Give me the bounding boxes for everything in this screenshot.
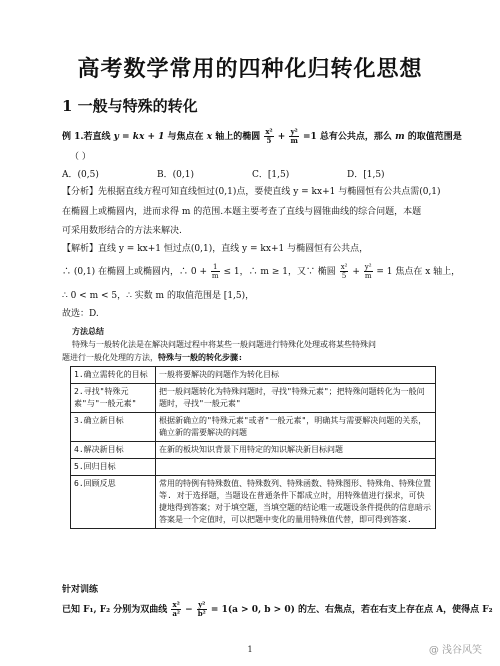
answer-paren: （ ） <box>70 152 91 162</box>
fraction: $\frac{\text{x²}}{5}$ <box>265 127 273 145</box>
option-a: A．(0,5) <box>62 170 99 180</box>
solution-text: ≤ 1，∴ m ≥ 1，又∵ 椭圆 <box>223 267 336 277</box>
fraction: $\frac{\text{x²}}{\text{a²}}$ <box>172 600 180 618</box>
desc-cell: 把一般问题转化为特殊问题时，寻找"特殊元素"；把特殊问题转化为一般问题时，寻找"一般元素" <box>156 384 436 413</box>
example-text: 的取值范围是 <box>407 132 462 142</box>
practice-heading: 针对训练 <box>62 585 99 595</box>
solution-line: 【解析】直线 y = kx+1 恒过点(0,1)，直线 y = kx+1 与椭圆恒有公共点， <box>62 244 369 254</box>
fraction: $\frac{\text{x²}}{5}$ <box>340 263 348 280</box>
solution-text: = 1 焦点在 x 轴上， <box>376 267 461 277</box>
step-cell: 5.回归目标 <box>71 459 156 476</box>
option-c: C．[1,5) <box>252 170 290 180</box>
solution-line: ∴ (0,1) 在椭圆上或椭圆内，∴ 0 + $\frac{1}{m}$ ≤ 1，∴ m ≥ 1，又∵ 椭圆 $\frac{\text{x²}}{5}$ + $\frac{\text{y²}}{m}$ = 1 焦点在 x 轴上， <box>62 263 461 280</box>
method-intro <box>62 352 243 364</box>
plus-sign: + <box>277 132 286 142</box>
option-d: D．[1,5) <box>347 170 385 180</box>
param-m: m <box>395 132 405 142</box>
fraction: $\frac{\text{y²}}{m}$ <box>290 127 298 145</box>
example-text: 轴上的椭圆 <box>215 132 261 142</box>
table-row <box>71 442 436 459</box>
analysis-line: 【分析】先根据直线方程可知直线恒过(0,1)点，要使直线 y = kx+1 与椭圆恒有公共点需(0,1) <box>62 187 441 197</box>
step-cell: 1.确立需转化的目标 <box>71 367 156 384</box>
table-row <box>71 459 436 476</box>
practice-text: 已知 F₁, F₂ 分别为双曲线 <box>62 605 168 615</box>
watermark: @ 浅谷风笑 <box>428 645 482 656</box>
analysis-line: 可采用数形结合的方法来解决. <box>62 226 182 236</box>
solution-text: ∴ (0,1) 在椭圆上或椭圆内，∴ 0 + <box>62 267 208 277</box>
example-question <box>62 128 462 145</box>
line-equation: y = kx + 1 <box>113 132 165 142</box>
step-cell: 6.回顾反思 <box>71 476 156 529</box>
example-text: 例 1.若直线 <box>62 132 111 142</box>
step-cell: 3.确立新目标 <box>71 413 156 442</box>
minus-sign: − <box>185 605 193 615</box>
page-title: 高考数学常用的四种化归转化思想 <box>77 56 423 82</box>
practice-question <box>62 601 493 618</box>
method-intro-bold: 特殊与一般的转化步骤: <box>158 353 243 362</box>
method-intro: 特殊与一般转化法是在解决问题过程中将某些一般问题进行特殊化处理或将某些特殊问 <box>72 340 376 349</box>
desc-cell: 一般将要解决的问题作为转化目标 <box>156 367 436 384</box>
desc-cell: 常用的特例有特殊数值、特殊数列、特殊函数、特殊图形、特殊角、特殊位置等. 对于选择题，当题设在普通条件下都成立时，用特殊值进行探求，可快捷地得到答案；对于填空题，当填空题的结论唯一或题设条件提供的信息暗示答案是一个定值时，可以把题中变化的量用特殊值代替，即可得到答案. <box>156 476 436 529</box>
example-text: =1 总有公共点，那么 <box>303 132 392 142</box>
table-row <box>71 384 436 413</box>
table-row <box>71 367 436 384</box>
section-heading: 1 一般与特殊的转化 <box>62 97 198 115</box>
analysis-line: 在椭圆上或椭圆内，进而求得 m 的范围.本题主要考查了直线与圆锥曲线的综合问题，本题 <box>62 207 422 217</box>
axis-var: x <box>206 132 213 142</box>
example-text: 与焦点在 <box>167 132 204 142</box>
method-table <box>70 366 436 529</box>
desc-cell <box>156 459 436 476</box>
solution-line: ∴ 0 < m < 5，∴ 实数 m 的取值范围是 [1,5)， <box>62 291 255 301</box>
practice-text: = 1(a > 0, b > 0) 的左、右焦点，若在右支上存在点 A，使得点 F₂ <box>210 605 493 615</box>
table-row <box>71 413 436 442</box>
fraction: $\frac{1}{m}$ <box>211 263 219 280</box>
step-cell: 2.寻找"特殊元素"与"一般元素" <box>71 384 156 413</box>
fraction: $\frac{\text{y²}}{m}$ <box>364 263 372 280</box>
option-b: B．(0,1) <box>157 170 194 180</box>
desc-cell: 根据新确立的"特殊元素"或者"一般元素"，明确其与需要解决问题的关系，确立新的需要解决的问题 <box>156 413 436 442</box>
table-row <box>71 476 436 529</box>
desc-cell: 在新的板块知识背景下用特定的知识解决新目标问题 <box>156 442 436 459</box>
method-heading: 方法总结 <box>72 327 104 336</box>
fraction: $\frac{\text{y²}}{\text{b²}}$ <box>197 600 206 618</box>
page-number: 1 <box>247 645 253 654</box>
step-cell: 4.解决新目标 <box>71 442 156 459</box>
solution-line: 故选：D. <box>62 309 99 319</box>
method-intro-text: 题进行一般化处理的方法， <box>62 353 158 362</box>
